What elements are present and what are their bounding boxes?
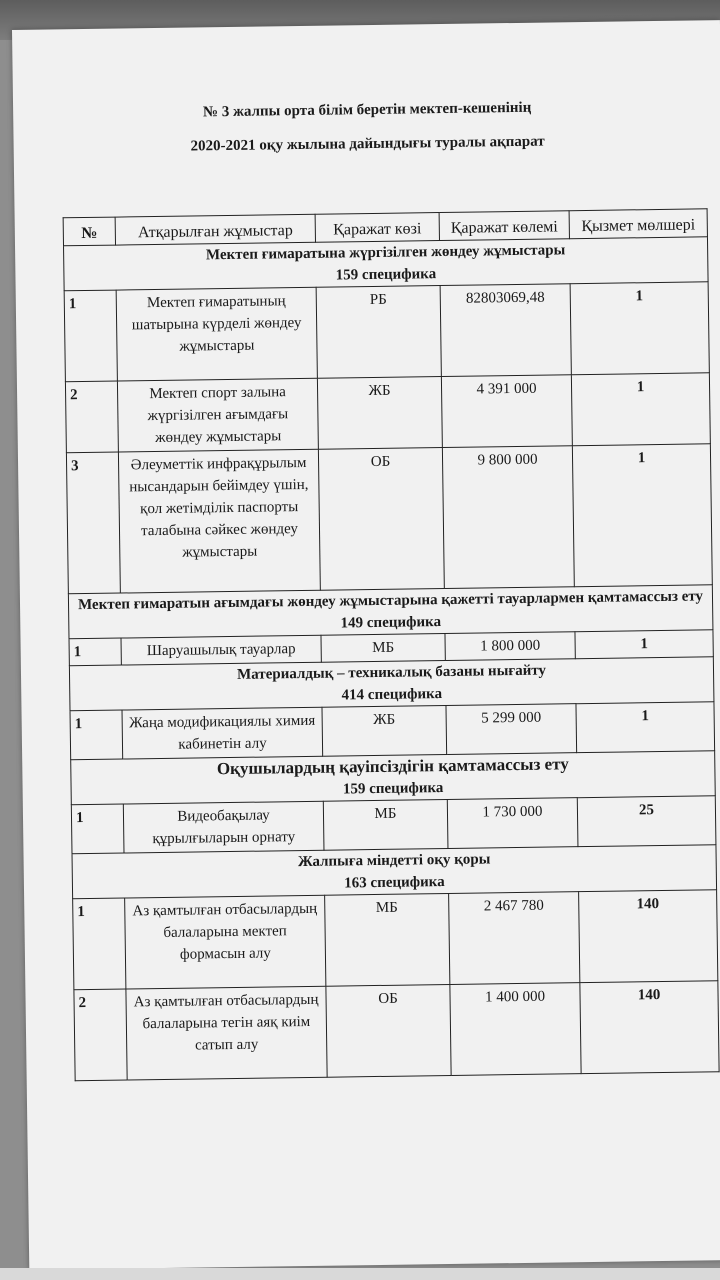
section-title: Мектеп ғимаратын ағымдағы жөндеу жұмыстарына қажетті тауарлармен қамтамассыз ету [77,588,704,614]
document-page [12,20,720,1270]
row-source: МБ [321,634,445,663]
row-work: Мектеп спорт залына жүргізілген ағымдағы жөндеу жұмыстары [117,378,318,452]
header-work: Атқарылған жұмыстар [115,214,315,245]
row-num: 3 [66,452,120,594]
row-quantity: 1 [575,630,713,659]
section-spec: 414 специфика [341,686,443,704]
row-quantity: 140 [579,890,718,983]
row-source: ЖБ [317,377,442,450]
header-num: № [63,217,115,246]
table-row [66,444,712,594]
header-amount: Қаражат көлемі [439,211,569,241]
row-source: МБ [325,893,450,986]
table-row [64,282,709,382]
document-title-line-2: 2020-2021 оқу жылына дайындығы туралы ақпарат [190,133,545,155]
row-work: Әлеуметтік инфрақұрылым нысандарын бейімдеу үшін, қол жетімділік паспорты талабына сәйкес жөндеу жұмыстары [118,449,320,593]
row-work: Аз қамтылған отбасылардың балаларына мектеп формасын алу [125,895,326,989]
row-source: РБ [316,286,441,379]
section-spec: 163 специфика [344,874,445,892]
section-spec: 149 специфика [340,614,442,632]
row-amount: 2 467 780 [449,892,580,985]
row-source: ЖБ [322,706,447,757]
table-row [71,796,716,854]
row-amount: 1 800 000 [445,632,575,661]
row-num: 1 [64,290,117,382]
info-table [63,208,720,1081]
row-amount: 1 400 000 [450,983,581,1076]
section-title: Оқушылардың қауіпсіздігін қамтамассыз ету [216,754,569,779]
row-num: 1 [73,898,126,990]
row-source: МБ [323,799,448,850]
row-quantity: 1 [571,373,710,446]
section-title: Мектеп ғимаратына жүргізілген жөндеу жұмыстары [205,242,566,264]
row-quantity: 140 [580,981,719,1074]
table-row [74,981,719,1081]
row-amount: 1 730 000 [447,798,578,849]
row-source: ОБ [318,448,444,591]
row-work: Жаңа модификациялы химия кабинетін алу [122,707,323,759]
row-amount: 82803069,48 [440,284,571,377]
section-spec: 159 специфика [335,266,437,284]
row-quantity: 1 [572,444,712,587]
row-num: 1 [70,710,123,760]
row-amount: 9 800 000 [442,446,574,589]
section-spec: 159 специфика [342,780,444,798]
row-quantity: 25 [577,796,716,847]
row-num: 1 [69,638,121,666]
header-source: Қаражат көзі [315,213,439,243]
row-num: 2 [74,989,127,1081]
row-num: 2 [65,381,118,453]
document-title-line-1: № 3 жалпы орта білім беретін мектеп-кешенінің [202,99,532,121]
section-title: Жалпыға міндетті оқу қоры [297,851,491,871]
table-row [73,890,718,990]
row-num: 1 [71,804,124,854]
table-row [65,373,710,453]
header-quantity: Қызмет мөлшері [569,209,707,239]
row-quantity: 1 [576,702,715,753]
row-source: ОБ [326,984,451,1077]
section-title: Материалдық – техникалық базаны нығайту [236,662,547,683]
table-row [70,702,715,760]
row-work: Видеобақылау құрылғыларын орнату [123,801,324,853]
row-work: Аз қамтылған отбасылардың балаларына тегін аяқ киім сатып алу [126,986,327,1080]
row-amount: 4 391 000 [441,375,572,448]
row-work: Шаруашылық тауарлар [121,635,321,665]
row-quantity: 1 [570,282,709,375]
photo-background-bottom [0,1268,720,1280]
row-amount: 5 299 000 [446,704,577,755]
row-work: Мектеп ғимаратының шатырына күрделі жөндеу жұмыстары [116,287,317,381]
